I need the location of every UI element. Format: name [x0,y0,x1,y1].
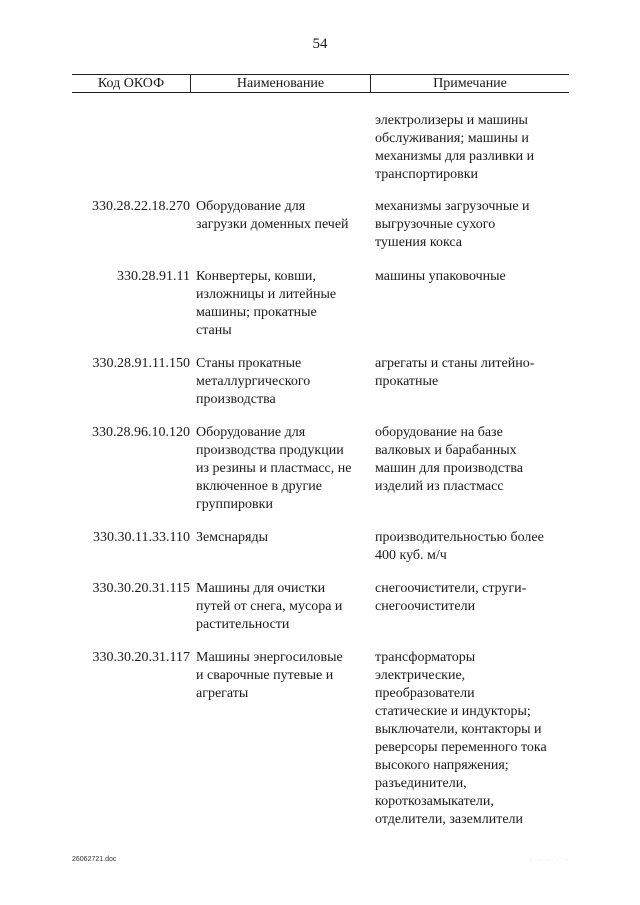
item-note-line: электрические, [375,668,466,683]
header-code: Код ОКОФ [72,75,191,92]
item-note-line: разъединители, [375,776,467,791]
item-name [196,649,366,829]
item-note-line: снегоочистители, струги- [375,581,527,596]
item-note-line: изделий из пластмасс [375,479,504,494]
table-row [72,268,572,340]
table-row [72,198,572,252]
item-name-line: машины; прокатные [196,305,317,320]
item-note-line: короткозамыкатели, [375,794,494,809]
item-note-line: транспортировки [375,167,479,182]
item-note-line: высокого напряжения; [375,758,509,773]
item-note-line: отделители, заземлители [375,812,524,827]
item-note [375,529,569,565]
item-name [196,424,366,514]
item-name-line: металлургического [196,374,311,389]
item-note-line: электролизеры и машины [375,113,528,128]
item-note-line: машины упаковочные [375,269,506,284]
item-name-line: и сварочные путевые и [196,668,334,683]
table-row [72,112,572,184]
okof-code: 330.30.11.33.110 [93,530,190,545]
item-name-line: Оборудование для [196,199,306,214]
item-name-line: Конвертеры, ковши, [196,269,316,284]
item-name [196,198,366,252]
table-row [72,529,572,565]
header-name: Наименование [191,75,371,92]
item-name-line: изложницы и литейные [196,287,337,302]
item-name-line: агрегаты [196,686,249,701]
table-row [72,580,572,634]
table-body [72,112,572,829]
table-row [72,649,572,829]
okof-code: 330.30.20.31.117 [92,650,190,665]
item-name-line: включенное в другие [196,479,322,494]
page-number: 54 [312,36,328,52]
okof-code: 330.28.96.10.120 [92,425,190,440]
item-note [375,198,569,252]
item-name-line: загрузки доменных печей [196,217,349,232]
item-name-line: растительности [196,617,290,632]
item-note-line: обслуживания; машины и [375,131,529,146]
table-row [72,355,572,409]
item-note [375,580,569,634]
item-note-line: тушения кокса [375,235,462,250]
item-name-line: производства продукции [196,443,344,458]
item-name-line: Земснаряды [196,530,268,545]
item-note [375,355,569,409]
item-note-line: механизмы загрузочные и [375,199,530,214]
item-note-line: оборудование на базе [375,425,503,440]
item-note-line: машин для производства [375,461,524,476]
okof-code: 330.28.22.18.270 [92,199,190,214]
header-note: Примечание [433,76,507,91]
item-note [375,268,569,340]
item-name-line: Машины энергосиловые [196,650,343,665]
item-note [375,649,569,829]
okof-code [72,112,190,184]
item-name [196,355,366,409]
item-note-line: производительностью более [375,530,544,545]
item-note-line: выключатели, контакторы и [375,722,542,737]
item-note [375,424,569,514]
item-note-line: трансформаторы [375,650,476,665]
item-name-line: Машины для очистки [196,581,326,596]
item-name-line: Станы прокатные [196,356,302,371]
item-note-line: 400 куб. м/ч [375,548,447,563]
item-name-line: из резины и пластмасс, не [196,461,352,476]
footer-filename: 26062721.doc [72,856,117,863]
table-header [72,74,569,93]
item-name-line: производства [196,392,276,407]
item-note-line: прокатные [375,374,439,389]
table-row [72,424,572,514]
item-note-line: агрегаты и станы литейно- [375,356,535,371]
item-note-line: механизмы для разливки и [375,149,535,164]
item-note [375,112,569,184]
item-name [196,268,366,340]
item-note-line: снегоочистители [375,599,476,614]
item-name-line: Оборудование для [196,425,306,440]
footer-marks: . . . . . [530,856,571,862]
item-name [196,112,366,184]
okof-code: 330.30.20.31.115 [92,581,190,596]
item-name-line: группировки [196,497,273,512]
item-name-line: станы [196,323,232,338]
item-note-line: выгрузочные сухого [375,217,496,232]
item-note-line: валковых и барабанных [375,443,517,458]
item-name [196,580,366,634]
item-note-line: преобразователи [375,686,475,701]
okof-code: 330.28.91.11 [117,269,190,284]
item-name [196,529,366,565]
item-note-line: статические и индукторы; [375,704,531,719]
okof-code: 330.28.91.11.150 [92,356,190,371]
item-name-line: путей от снега, мусора и [196,599,343,614]
item-note-line: реверсоры переменного тока [375,740,547,755]
